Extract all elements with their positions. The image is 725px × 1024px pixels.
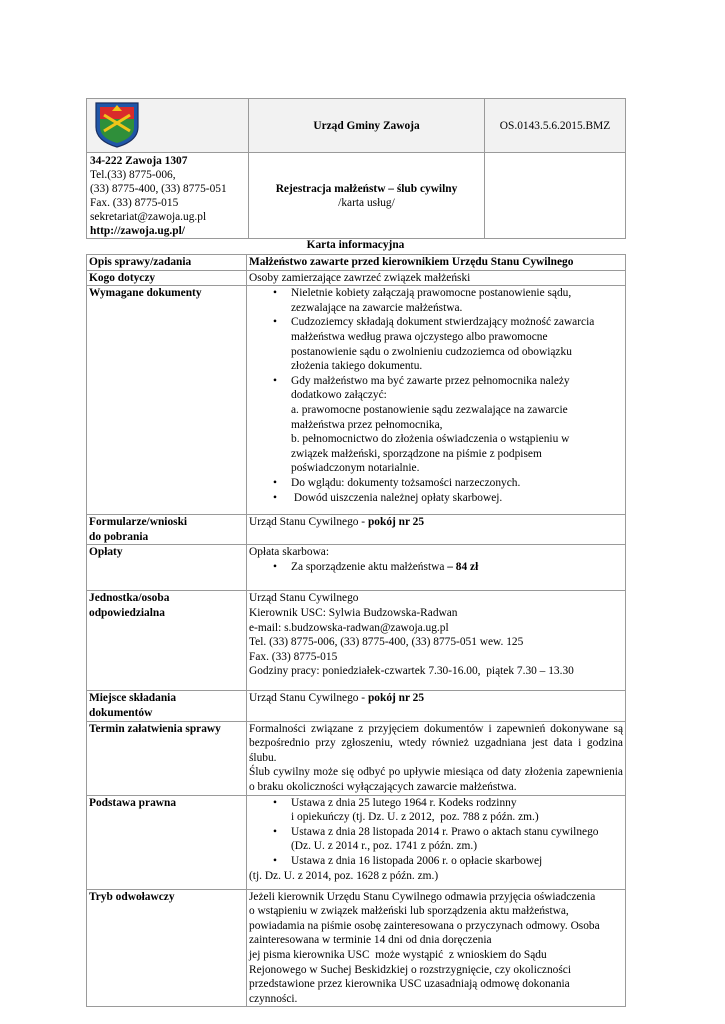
value-opis: Małżeństwo zawarte przed kierownikiem Urzędu Stanu Cywilnego <box>247 255 626 271</box>
list-item-line: małżeństwa przez pełnomocnika, <box>291 418 443 431</box>
fax-line: Fax. (33) 8775-015 <box>90 197 179 209</box>
contact-line: Fax. (33) 8775-015 <box>249 650 338 663</box>
value-text: Urząd Stanu Cywilnego - <box>249 516 368 529</box>
list-item <box>291 315 623 373</box>
appeal-line: Rejonowego w Suchej Beskidzkiej o rozstrzygnięcie, czy okoliczności <box>249 963 572 976</box>
list-item-line: postanowienie sądu o zwolnieniu cudzoziemca od obowiązku <box>291 345 572 358</box>
appeal-line: czynności. <box>249 992 298 1005</box>
value-miejsce <box>247 691 626 721</box>
address-line: 34-222 Zawoja 1307 <box>90 155 188 167</box>
list-item-line: • Nieletnie kobiety załączają prawomocne postanowienie sądu, <box>291 287 572 300</box>
appeal-line: przedstawione przez kierownika USC uzasadniają odmowę dokonania <box>249 978 570 991</box>
row-kogo <box>87 270 626 286</box>
service-subtitle: /karta usług/ <box>338 196 395 209</box>
list-item <box>291 491 623 506</box>
value-jednostka <box>247 591 626 691</box>
value-text: Urząd Stanu Cywilnego - <box>249 692 368 705</box>
website-link[interactable]: http://zawoja.ug.pl/ <box>90 225 185 237</box>
list-item <box>291 854 623 869</box>
service-title: Rejestracja małżeństw – ślub cywilny <box>275 182 458 195</box>
label-line: Jednostka/osoba <box>89 592 170 605</box>
label-termin: Termin załatwienia sprawy <box>87 721 247 795</box>
list-item <box>291 286 623 315</box>
info-table <box>86 254 626 1007</box>
row-miejsce <box>87 691 626 721</box>
legal-basis-line: (tj. Dz. U. z 2014, poz. 1628 z późn. zm.) <box>249 869 439 882</box>
label-wymagane: Wymagane dokumenty <box>87 286 247 515</box>
room-number: pokój nr 25 <box>367 692 425 705</box>
value-oplaty <box>247 545 626 591</box>
list-item-line: • Ustawa z dnia 16 listopada 2006 r. o opłacie skarbowej <box>291 854 543 867</box>
label-line: dokumentów <box>89 706 153 719</box>
row-oplaty <box>87 545 626 591</box>
phone-line: Tel.(33) 8775-006, <box>90 169 176 181</box>
karta-title: Karta informacyjna <box>306 239 405 251</box>
doc-code: OS.0143.5.6.2015.BMZ <box>485 99 626 153</box>
list-item-line: • Do wglądu: dokumenty tożsamości narzeczonych. <box>291 476 521 489</box>
list-item-line: dodatkowo załączyć: <box>291 389 387 402</box>
list-item-line: • Dowód uiszczenia należnej opłaty skarbowej. <box>291 491 503 504</box>
label-opis: Opis sprawy/zadania <box>87 255 247 271</box>
list-item <box>291 476 623 491</box>
list-item-line: złożenia takiego dokumentu. <box>291 360 423 373</box>
value-podstawa <box>247 795 626 889</box>
contact-email-link[interactable]: e-mail: s.budzowska-radwan@zawoja.ug.pl <box>249 621 449 634</box>
list-item-line: małżeństwa według prawa ojczystego albo prawomocne <box>291 330 548 343</box>
value-wymagane <box>247 286 626 515</box>
email-link[interactable]: sekretariat@zawoja.ug.pl <box>90 211 207 223</box>
crest-cell <box>87 99 249 153</box>
appeal-line: powiadamia na piśmie osobę zainteresowana o przyczynach odmowy. Osoba <box>249 919 600 932</box>
row-wymagane <box>87 286 626 515</box>
label-kogo: Kogo dotyczy <box>87 270 247 286</box>
coat-of-arms-icon <box>92 101 142 149</box>
legal-basis-list <box>249 796 623 869</box>
label-oplaty: Opłaty <box>87 545 247 591</box>
list-item <box>291 560 623 575</box>
contact-line: Kierownik USC: Sylwia Budzowska-Radwan <box>249 606 458 619</box>
contact-line: Urząd Stanu Cywilnego <box>249 592 359 605</box>
contact-line: Tel. (33) 8775-006, (33) 8775-400, (33) 8775-051 wew. 125 <box>249 636 524 649</box>
appeal-line: o wstąpieniu w związek małżeński lub sporządzenia aktu małżeństwa, <box>249 905 569 918</box>
appeal-line: jej pisma kierownika USC może wystąpić z wnioskiem do Sądu <box>249 948 547 961</box>
value-kogo: Osoby zamierzające zawrzeć związek małżeński <box>247 270 626 286</box>
list-item <box>291 796 623 825</box>
list-item <box>291 374 623 476</box>
list-item-line: • Gdy małżeństwo ma być zawarte przez pełnomocnika należy <box>291 374 570 387</box>
list-item-line: poświadczonym notarialnie. <box>291 462 420 475</box>
row-podstawa <box>87 795 626 889</box>
appeal-line: Jeżeli kierownik Urzędu Stanu Cywilnego odmawia przyjęcia oświadczenia <box>249 890 596 903</box>
label-line: Formularze/wnioski <box>89 516 188 529</box>
list-item-line: • Ustawa z dnia 28 listopada 2014 r. Prawo o aktach stanu cywilnego <box>291 825 599 838</box>
list-item <box>291 825 623 854</box>
list-item-line: (Dz. U. z 2014 r., poz. 1741 z późn. zm.) <box>291 840 477 853</box>
row-formularze <box>87 515 626 545</box>
list-item-line: b. pełnomocnictwo do złożenia oświadczenia o wstąpieniu w <box>291 433 570 446</box>
label-miejsce <box>87 691 247 721</box>
fee-list <box>249 560 623 575</box>
office-name: Urząd Gminy Zawoja <box>249 99 485 153</box>
room-number: pokój nr 25 <box>367 516 425 529</box>
phone-line-2: (33) 8775-400, (33) 8775-051 <box>90 183 227 195</box>
label-line: do pobrania <box>89 530 149 543</box>
row-jednostka <box>87 591 626 691</box>
value-tryb <box>247 889 626 1007</box>
address-cell <box>87 153 249 239</box>
value-termin <box>247 721 626 795</box>
value-formularze <box>247 515 626 545</box>
label-jednostka <box>87 591 247 691</box>
paragraph: Formalności związane z przyjęciem dokumentów i zapewnień dokonywane są bezpośrednio przy zgłoszeniu, wtedy również uzgadniana jest data i godzina ślubu. <box>249 722 623 764</box>
list-item-line: związek małżeński, sporządzone na piśmie z podpisem <box>291 447 542 460</box>
label-line: Miejsce składania <box>89 692 177 705</box>
list-item-line: • Ustawa z dnia 25 lutego 1964 r. Kodeks rodzinny <box>291 796 517 809</box>
contact-line: Godziny pracy: poniedziałek-czwartek 7.30-16.00, piątek 7.30 – 13.30 <box>249 665 574 678</box>
appeal-line: zainteresowana w terminie 14 dni od dnia doręczenia <box>249 934 492 947</box>
fee-heading: Opłata skarbowa: <box>249 546 330 559</box>
label-line: odpowiedzialna <box>89 606 165 619</box>
list-item-line: i opiekuńczy (tj. Dz. U. z 2012, poz. 788 z późn. zm.) <box>291 811 539 824</box>
required-docs-list <box>249 286 623 505</box>
header-table <box>86 98 626 239</box>
service-cell <box>249 153 485 239</box>
list-item-line: zezwalające na zawarcie małżeństwa. <box>291 301 463 314</box>
fee-text: Za sporządzenie aktu małżeństwa <box>291 560 448 573</box>
fee-amount: – 84 zł <box>447 560 479 573</box>
label-podstawa: Podstawa prawna <box>87 795 247 889</box>
empty-cell <box>485 153 626 239</box>
row-tryb <box>87 889 626 1007</box>
paragraph: Ślub cywilny może się odbyć po upływie miesiąca od daty złożenia zapewnienia o braku okoliczności wyłączających zawarcie małżeństwa. <box>249 766 623 793</box>
label-formularze <box>87 515 247 545</box>
list-item-line: a. prawomocne postanowienie sądu zezwalające na zawarcie <box>291 403 568 416</box>
row-termin <box>87 721 626 795</box>
row-opis <box>87 255 626 271</box>
list-item-line: • Cudzoziemcy składają dokument stwierdzający możność zawarcia <box>291 316 595 329</box>
label-tryb: Tryb odwoławczy <box>87 889 247 1007</box>
